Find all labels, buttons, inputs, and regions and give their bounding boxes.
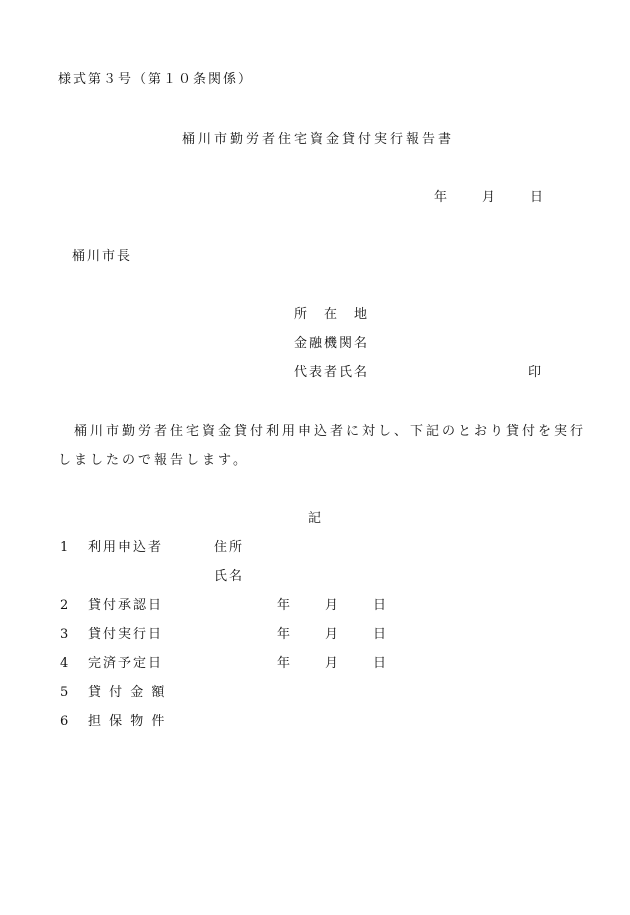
- recipient: 桶川市長: [72, 249, 133, 264]
- item-day: 日: [373, 627, 389, 642]
- item-year: 年: [277, 627, 293, 642]
- applicant-address-label: 住所: [214, 540, 245, 555]
- item-label: 完済予定日: [88, 656, 164, 671]
- document-title: 桶川市勤労者住宅資金貸付実行報告書: [182, 132, 455, 147]
- item-number: 6: [60, 714, 71, 729]
- date-year: 年: [434, 190, 450, 205]
- form-number: 様式第３号（第１０条関係）: [58, 72, 254, 87]
- item-number: 2: [60, 598, 71, 613]
- item-year: 年: [277, 656, 293, 671]
- item-month: 月: [325, 656, 341, 671]
- item-month: 月: [325, 627, 341, 642]
- seal-mark: 印: [528, 365, 544, 380]
- item-number: 5: [60, 685, 71, 700]
- item-label: 貸付実行日: [88, 627, 164, 642]
- applicant-name-label: 氏名: [214, 569, 245, 584]
- institution-label: 金融機関名: [294, 336, 370, 351]
- item-label: 貸 付 金 額: [88, 685, 167, 700]
- address-label: 所 在 地: [294, 307, 370, 322]
- item-number: 4: [60, 656, 71, 671]
- item-year: 年: [277, 598, 293, 613]
- item-day: 日: [373, 656, 389, 671]
- item-number: 1: [60, 540, 71, 555]
- date-day: 日: [530, 190, 546, 205]
- item-day: 日: [373, 598, 389, 613]
- item-number: 3: [60, 627, 71, 642]
- item-label: 貸付承認日: [88, 598, 164, 613]
- date-month: 月: [482, 190, 498, 205]
- item-label: 利用申込者: [88, 540, 164, 555]
- item-month: 月: [325, 598, 341, 613]
- ki-heading: 記: [308, 511, 324, 526]
- representative-label: 代表者氏名: [294, 365, 370, 380]
- body-text-line2: しましたので報告します。: [58, 453, 249, 468]
- body-text-line1: 桶川市勤労者住宅資金貸付利用申込者に対し、下記のとおり貸付を実行: [58, 424, 587, 439]
- item-label: 担 保 物 件: [88, 714, 167, 729]
